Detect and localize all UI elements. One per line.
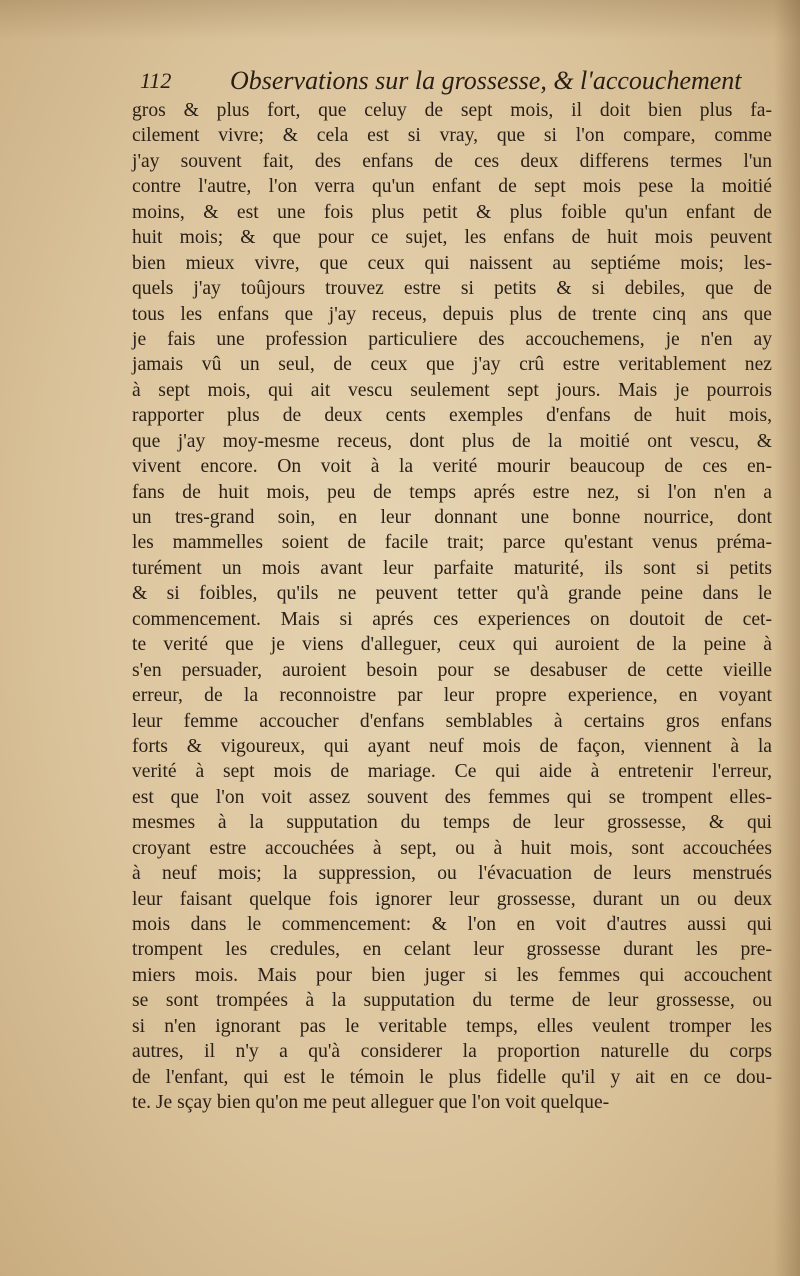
text-line: moins, & est une fois plus petit & plus foible qu'un enfant de bbox=[132, 201, 772, 223]
text-line: contre l'autre, l'on verra qu'un enfant de sept mois pese la moitié bbox=[132, 176, 772, 198]
text-line: je fais une profession particuliere des accouchemens, je n'en ay bbox=[132, 328, 772, 350]
text-line: commencement. Mais si aprés ces experiences on doutoit de cet- bbox=[132, 608, 772, 630]
text-line: autres, il n'y a qu'à considerer la proportion naturelle du corps bbox=[132, 1041, 772, 1063]
text-line: & si foibles, qu'ils ne peuvent tetter qu'à grande peine dans le bbox=[132, 583, 772, 605]
body-text bbox=[132, 98, 772, 1116]
text-line: trompent les credules, en celant leur grossesse durant les pre- bbox=[132, 939, 772, 961]
text-line: tous les enfans que j'ay receus, depuis plus de trente cinq ans que bbox=[132, 303, 772, 325]
text-line: un tres-grand soin, en leur donnant une bonne nourrice, dont bbox=[132, 507, 772, 528]
page-gutter-shadow bbox=[774, 0, 800, 1276]
text-line: huit mois; & que pour ce sujet, les enfans de huit mois peuvent bbox=[132, 227, 772, 249]
text-line: jamais vû un seul, de ceux que j'ay crû estre veritablement nez bbox=[132, 354, 772, 376]
text-line: mois dans le commencement: & l'on en voit d'autres aussi qui bbox=[132, 914, 772, 935]
text-line: te. Je sçay bien qu'on me peut alleguer que l'on voit quelque- bbox=[132, 1092, 610, 1114]
text-line: erreur, de la reconnoistre par leur propre experience, en voyant bbox=[132, 685, 772, 707]
text-line: verité à sept mois de mariage. Ce qui aide à entretenir l'erreur, bbox=[132, 761, 772, 783]
text-line: miers mois. Mais pour bien juger si les femmes qui accouchent bbox=[132, 964, 772, 986]
text-line: à neuf mois; la suppression, ou l'évacuation de leurs menstrués bbox=[132, 863, 772, 885]
text-line: mesmes à la supputation du temps de leur grossesse, & qui bbox=[132, 812, 772, 834]
text-line: turément un mois avant leur parfaite maturité, ils sont si petits bbox=[132, 557, 772, 579]
text-line: s'en persuader, auroient besoin pour se desabuser de cette vieille bbox=[132, 659, 772, 681]
text-line: j'ay souvent fait, des enfans de ces deux differens termes l'un bbox=[132, 150, 772, 172]
text-line: à sept mois, qui ait vescu seulement sept jours. Mais je pourrois bbox=[132, 379, 772, 401]
text-line: fans de huit mois, peu de temps aprés estre nez, si l'on n'en a bbox=[132, 481, 772, 503]
text-line: vivent encore. On voit à la verité mourir beaucoup de ces en- bbox=[132, 456, 772, 478]
text-line: se sont trompées à la supputation du terme de leur grossesse, ou bbox=[132, 990, 772, 1012]
text-line: te verité que je viens d'alleguer, ceux qui auroient de la peine à bbox=[132, 634, 772, 656]
page-number: 112 bbox=[140, 68, 172, 93]
text-line: cilement vivre; & cela est si vray, que si l'on compare, comme bbox=[132, 125, 772, 147]
page-shadow-top bbox=[0, 0, 800, 40]
running-head: Observations sur la grossesse, & l'accouchement bbox=[230, 66, 742, 95]
text-line: rapporter plus de deux cents exemples d'enfans de huit mois, bbox=[132, 405, 772, 427]
text-line: est que l'on voit assez souvent des femmes qui se trompent elles- bbox=[132, 786, 772, 808]
text-line: de l'enfant, qui est le témoin le plus fidelle qu'il y ait en ce dou- bbox=[132, 1066, 772, 1088]
text-line: que j'ay moy-mesme receus, dont plus de la moitié ont vescu, & bbox=[132, 430, 772, 452]
page-header bbox=[140, 66, 740, 100]
text-line: croyant estre accouchées à sept, ou à huit mois, sont accouchées bbox=[132, 837, 772, 859]
text-line: leur femme accoucher d'enfans semblables à certains gros enfans bbox=[132, 710, 772, 732]
text-line: si n'en ignorant pas le veritable temps, elles veulent tromper les bbox=[132, 1015, 772, 1037]
text-line: forts & vigoureux, qui ayant neuf mois de façon, viennent à la bbox=[132, 735, 772, 757]
text-line: les mammelles soient de facile trait; parce qu'estant venus préma- bbox=[132, 532, 772, 554]
text-line: bien mieux vivre, que ceux qui naissent au septiéme mois; les- bbox=[132, 252, 772, 274]
text-line: leur faisant quelque fois ignorer leur grossesse, durant un ou deux bbox=[132, 888, 772, 910]
text-line: gros & plus fort, que celuy de sept mois, il doit bien plus fa- bbox=[132, 100, 772, 121]
text-line: quels j'ay toûjours trouvez estre si petits & si debiles, que de bbox=[132, 278, 772, 300]
